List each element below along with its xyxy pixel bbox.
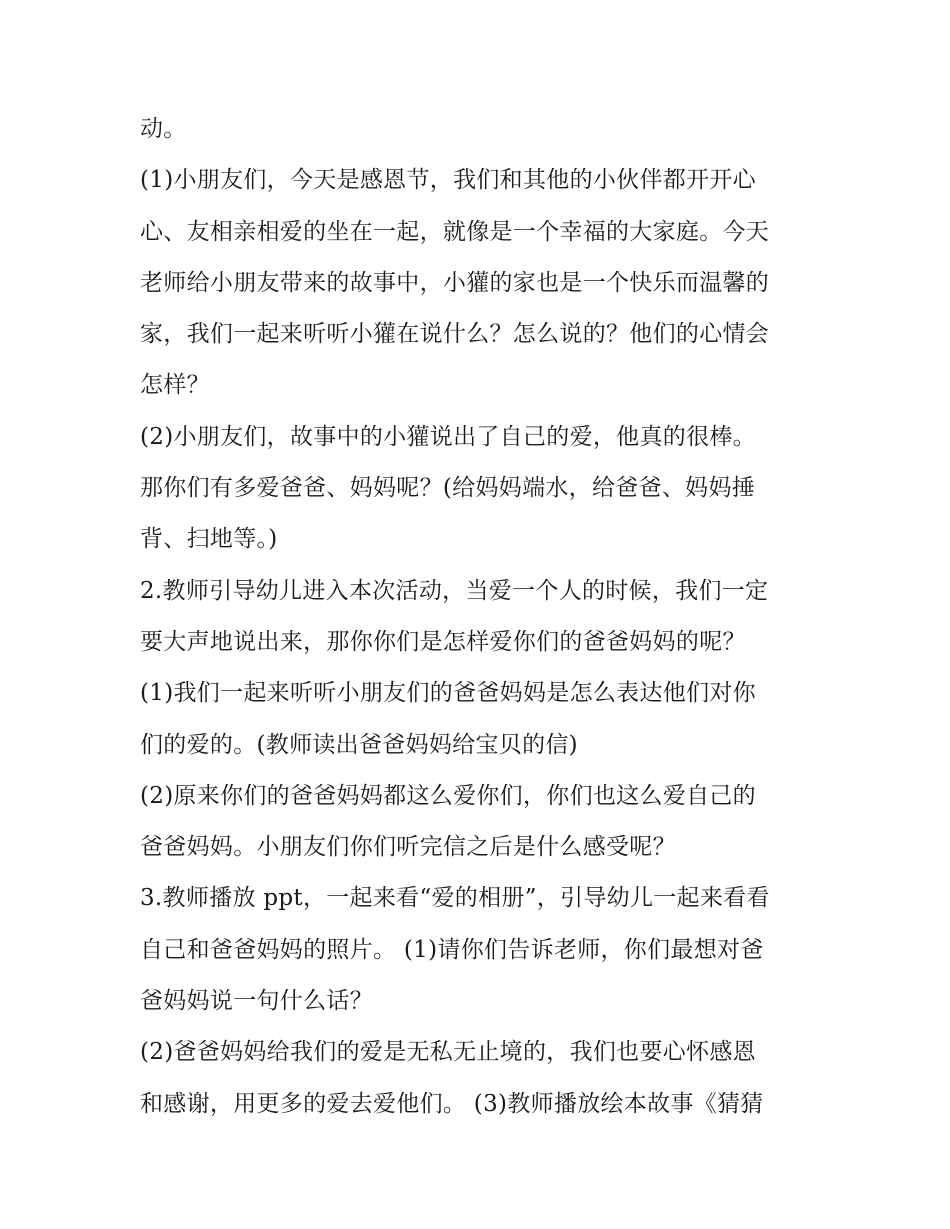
text-line: 背、扫地等。) (140, 526, 278, 553)
text-line: 那你们有多爱爸爸、妈妈呢？(给妈妈端水，给爸爸、妈妈捶 (140, 475, 756, 502)
text-line: 家，我们一起来听听小獾在说什么？怎么说的？他们的心情会 (140, 321, 770, 348)
text-line: 怎样？ (140, 372, 210, 399)
text-line: 爸妈妈说一句什么话？ (140, 988, 373, 1015)
text-line: 3.教师播放 ppt，一起来看“爱的相册”，引导幼儿一起来看看 (140, 885, 770, 912)
text-line: 动。 (140, 116, 187, 142)
text-line: 心、友相亲相爱的坐在一起，就像是一个幸福的大家庭。今天 (140, 218, 770, 245)
text-line: (2)小朋友们，故事中的小獾说出了自己的爱，他真的很棒。 (140, 423, 756, 450)
text-line: (1)小朋友们，今天是感恩节，我们和其他的小伙伴都开开心 (140, 167, 756, 194)
text-line: (2)原来你们的爸爸妈妈都这么爱你们，你们也这么爱自己的 (140, 782, 756, 809)
text-line: 爸爸妈妈。小朋友们你们听完信之后是什么感受呢？ (140, 834, 676, 861)
text-line: (2)爸爸妈妈给我们的爱是无私无止境的，我们也要心怀感恩 (140, 1039, 756, 1066)
text-line: 要大声地说出来，那你你们是怎样爱你们的爸爸妈妈的呢？ (140, 628, 746, 655)
text-line: 自己和爸爸妈妈的照片。 (1)请你们告诉老师，你们最想对爸 (140, 936, 764, 963)
text-line: 们的爱的。(教师读出爸爸妈妈给宝贝的信) (140, 731, 578, 758)
text-line: 老师给小朋友带来的故事中，小獾的家也是一个快乐而温馨的 (140, 269, 770, 296)
document-body (140, 104, 830, 1130)
text-line: 2.教师引导幼儿进入本次活动，当爱一个人的时候，我们一定 (140, 577, 769, 604)
text-line: (1)我们一起来听听小朋友们的爸爸妈妈是怎么表达他们对你 (140, 680, 756, 707)
text-line: 和感谢，用更多的爱去爱他们。 (3)教师播放绘本故事《猜猜 (140, 1090, 764, 1117)
